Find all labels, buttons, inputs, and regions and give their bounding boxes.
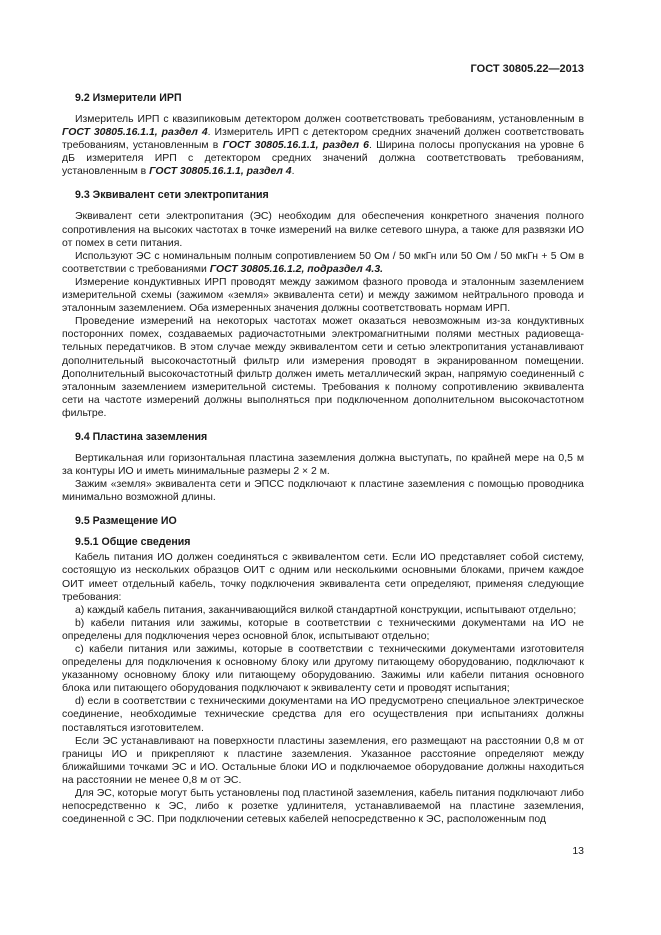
paragraph: Вертикальная или горизонтальная пластина заземления должна выступать, по крайней мере на 0,5 м за контуры ИО и иметь минимальные размеры 2 × 2 м.	[62, 452, 584, 478]
paragraph	[62, 113, 584, 178]
paragraph: Для ЭС, которые могут быть установлены под пластиной заземления, кабель питания подключают либо непосредственно к ЭС, либо к розетке удлинителя, устанавливаемой на пластине заземления, соединенной с ЭС. При подключении сетевых кабелей непосредственно к ЭС, расположенным под	[62, 788, 584, 826]
paragraph: Зажим «земля» эквивалента сети и ЭПСС подключают к пластине заземления с помощью проводника минимально возможной длины.	[62, 479, 584, 504]
page-content	[62, 92, 584, 837]
section-heading: 9.4 Пластина заземления	[75, 430, 208, 443]
list-item: b) кабели питания или зажимы, которые в соответствии с техническими документами на ИО не определены для подключения через основной блок, испытывают отдельно;	[62, 617, 584, 642]
text: Используют ЭС с номинальным полным сопротивлением 50 Ом / 50 мкГн или 50 Ом / 50 мкГн + 5 Ом в соответствии с требованиями	[62, 250, 584, 275]
section-9-3	[62, 189, 584, 420]
paragraph: Кабель питания ИО должен соединяться с эквивалентом сети. Если ИО представляет собой систему, состоящую из нескольких образцов ОИТ с одним или несколькими основными блоками, причем каждое ОИТ имеет отдельный кабель, точку подключения эквивалента сети определяют, применяя следующие требования:	[62, 552, 584, 603]
list-item: c) кабели питания или зажимы, которые в соответствии с техническими документами изготовителя определены для подключения к основному блоку или другому питающему оборудованию, подключают к указанному основному блоку или питающему оборудованию. Зажимы или кабели питания основного блока или питающего оборудования подключают к эквиваленту сети и проводят испытания;	[62, 644, 584, 695]
text: . Измеритель ИРП с детектором средних значений должен соответствовать требованиям, установленным в	[62, 127, 585, 152]
subsection-heading: 9.5.1 Общие сведения	[75, 536, 191, 549]
text: . Ширина полосы пропускания на уровне 6 дБ измерителя ИРП с детектором средних значений должна соответствовать требованиям, установленным в	[62, 140, 585, 178]
standard-reference: ГОСТ 30805.16.1.1, раздел 6	[222, 140, 369, 152]
paragraph	[62, 250, 584, 276]
section-9-5	[62, 515, 584, 826]
list-item: d) если в соответствии с техническими документами на ИО предусмотрено специальное электрическое соединение, необходимые технические средства для его осуществления при испытаниях должны поставляться изготовителем.	[62, 696, 584, 734]
standard-reference: ГОСТ 30805.16.1.1, раздел 4	[149, 166, 292, 178]
section-9-2	[62, 92, 584, 178]
standard-reference: ГОСТ 30805.16.1.1, раздел 4	[62, 127, 208, 139]
text: .	[291, 166, 295, 178]
section-9-4	[62, 431, 584, 504]
paragraph: Измерение кондуктивных ИРП проводят между зажимом фазного провода и эталонным заземлением измерительной схемы (зажимом «земля» эквивалента сети) и между зажимом нейтрального провода и эталонным заземлением. Оба измеренных значения должны соответствовать нормам ИРП.	[62, 276, 584, 315]
section-heading: 9.2 Измерители ИРП	[75, 92, 182, 104]
page-number: 13	[572, 845, 584, 857]
paragraph: Эквивалент сети электропитания (ЭС) необходим для обеспечения конкретного значения полного сопротивления на высоких частотах в точке измерений на вилке сетевого шнура, а также для развязки ИО от помех в сети питания.	[62, 211, 584, 249]
document-number-header: ГОСТ 30805.22—2013	[470, 63, 584, 75]
section-heading: 9.3 Эквивалент сети электропитания	[75, 189, 269, 202]
text: Измеритель ИРП с квазипиковым детектором должен соответствовать требованиям, установленным в	[75, 114, 584, 125]
standard-reference: ГОСТ 30805.16.1.2, подраздел 4.3.	[209, 263, 384, 275]
paragraph: Если ЭС устанавливают на поверхности пластины заземления, его размещают на расстоянии 0,8 м от границы ИО и прикрепляют к пластине заземления. Указанное расстояние определяют между ближайшими точками ЭС и ИО. Остальные блоки ИО и подключаемое оборудование должны находиться на расстоянии не менее 0,8 м от ЭС.	[62, 735, 584, 786]
section-heading: 9.5 Размещение ИО	[75, 515, 177, 528]
paragraph: Проведение измерений на некоторых частотах может оказаться невозможным из-за кондуктивных посторонних помех, создаваемых радиочастотными электромагнитными полями местных радиовещательных передатчиков. В этом случае между эквивалентом сети и сетью электропитания устанавливают дополнительный высокочастотный фильтр или измерения проводят в экранированном помещении. Дополнительный высокочастотный фильтр должен иметь металлический экран, напрямую соединенный с эталонным заземлением измерительной системы. Требования к полному сопротивлению эквивалента сети на частоте измерений должны выполняться при подключенном дополнительном высокочастотном фильтре.	[62, 316, 584, 419]
list-item: a) каждый кабель питания, заканчивающийся вилкой стандартной конструкции, испытывают отдельно;	[75, 604, 577, 616]
